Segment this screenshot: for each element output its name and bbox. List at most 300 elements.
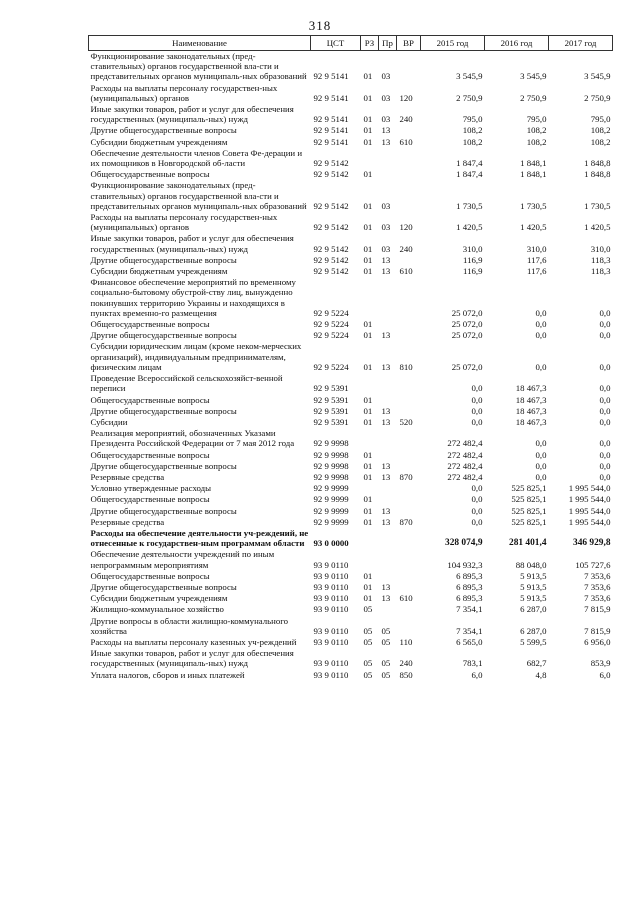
row-2016: 0,0 <box>535 330 547 341</box>
row-rz: 01 <box>363 460 373 471</box>
row-cst: 92 9 5142 <box>313 222 349 233</box>
row-2016: 18 467,3 <box>515 383 547 394</box>
row-2015: 272 482,4 <box>447 471 483 482</box>
row-vr: 240 <box>399 658 413 669</box>
row-2017: 6 956,0 <box>584 636 611 647</box>
header-2017: 2017 год <box>549 36 613 51</box>
row-pr: 13 <box>381 516 391 527</box>
row-2016: 525 825,1 <box>511 516 547 527</box>
row-rz: 01 <box>363 416 373 427</box>
row-name: Иные закупки товаров, работ и услуг для обеспечения государственных (муниципаль-ных) нужд <box>90 104 294 125</box>
table-row <box>89 266 613 277</box>
row-rz <box>361 483 379 494</box>
row-rz: 05 <box>363 636 373 647</box>
row-rz: 05 <box>363 669 373 680</box>
row-cst: 92 9 5141 <box>313 92 349 103</box>
row-name: Обеспечение деятельности членов Совета Фе-дерации и их помощников в Новгородской об-ласти <box>90 147 303 169</box>
row-vr <box>397 450 421 461</box>
row-2016: 18 467,3 <box>515 416 547 427</box>
row-cst: 92 9 5141 <box>313 114 349 125</box>
row-2016: 525 825,1 <box>511 494 547 505</box>
row-rz: 01 <box>363 330 373 341</box>
row-vr: 850 <box>399 669 413 680</box>
table-row <box>89 137 613 148</box>
row-name: Функционирование законодательных (пред-ставительных) органов государственной вла-сти и представительных органов муниципаль-ных образований <box>90 51 307 82</box>
row-2017: 7 815,9 <box>584 604 611 615</box>
row-2017: 1 420,5 <box>584 222 611 233</box>
row-vr <box>397 549 421 570</box>
row-rz: 01 <box>363 394 373 405</box>
row-2015: 0,0 <box>471 494 483 505</box>
row-2015: 25 072,0 <box>451 307 483 318</box>
row-pr: 13 <box>381 460 391 471</box>
row-name: Реализация мероприятий, обозначенных Указами Президента Российской Федерации от 7 мая 2012 года <box>90 428 295 449</box>
row-2016: 682,7 <box>526 658 547 669</box>
row-vr <box>397 494 421 505</box>
row-2017: 0,0 <box>599 405 611 416</box>
table-row <box>89 83 613 104</box>
row-cst: 92 9 9998 <box>313 460 349 471</box>
row-2016: 1 730,5 <box>520 200 547 211</box>
row-2017: 0,0 <box>599 383 611 394</box>
row-name: Другие общегосударственные вопросы <box>90 330 237 341</box>
table-row <box>89 212 613 233</box>
row-2017: 118,3 <box>591 254 611 265</box>
row-cst: 92 9 9999 <box>313 483 349 494</box>
row-vr <box>397 616 421 637</box>
row-name: Функционирование законодательных (пред-ставительных) органов государственной вла-сти и представительных органов муниципаль-ных образований <box>90 180 307 211</box>
row-cst: 93 9 0110 <box>313 636 349 647</box>
row-name: Общегосударственные вопросы <box>90 169 210 180</box>
row-pr: 03 <box>381 200 391 211</box>
table-row <box>89 648 613 669</box>
row-name: Иные закупки товаров, работ и услуг для обеспечения государственных (муниципаль-ных) нужд <box>90 648 294 669</box>
row-rz <box>361 277 379 319</box>
row-2016: 525 825,1 <box>511 505 547 516</box>
row-vr <box>397 148 421 169</box>
row-name: Другие общегосударственные вопросы <box>90 460 237 471</box>
row-cst: 92 9 5391 <box>313 394 349 405</box>
row-2016: 5 913,5 <box>520 593 547 604</box>
row-2015: 6,0 <box>471 669 483 680</box>
row-cst: 93 9 0110 <box>313 570 349 581</box>
row-cst: 93 9 0110 <box>313 658 349 669</box>
row-cst: 92 9 5391 <box>313 383 349 394</box>
row-name: Другие общегосударственные вопросы <box>90 125 237 136</box>
table-row <box>89 528 613 549</box>
row-2015: 328 074,9 <box>445 538 483 549</box>
row-vr: 120 <box>399 222 413 233</box>
row-vr <box>397 373 421 394</box>
row-2017: 0,0 <box>599 449 611 460</box>
row-2016: 0,0 <box>535 307 547 318</box>
row-rz: 01 <box>363 570 373 581</box>
row-2017: 0,0 <box>599 307 611 318</box>
row-name: Расходы на выплаты персоналу государствен-ных (муниципальных) органов <box>90 212 278 233</box>
row-name: Другие общегосударственные вопросы <box>90 505 237 516</box>
row-pr: 05 <box>381 669 391 680</box>
row-vr <box>397 571 421 582</box>
row-name: Расходы на обеспечение деятельности уч-реждений, не отнесенные к государствен-ным программам области <box>90 527 309 549</box>
row-vr: 870 <box>399 471 413 482</box>
row-pr <box>379 148 397 169</box>
row-vr <box>397 169 421 180</box>
table-row <box>89 506 613 517</box>
row-cst: 92 9 5391 <box>313 416 349 427</box>
table-row <box>89 472 613 483</box>
row-name: Другие вопросы в области жилищно-коммунального хозяйства <box>90 615 289 636</box>
row-pr <box>379 395 397 406</box>
row-name: Субсидии юридическим лицам (кроме неком-мерческих организаций), индивидуальным предпринимателям, физическим лицам <box>90 341 302 372</box>
row-2015: 6 895,3 <box>456 593 483 604</box>
row-2016: 0,0 <box>535 460 547 471</box>
row-2015: 25 072,0 <box>451 361 483 372</box>
row-2016: 3 545,9 <box>520 71 547 82</box>
row-vr <box>397 461 421 472</box>
row-2016: 1 848,1 <box>520 169 547 180</box>
row-2017: 1 995 544,0 <box>568 494 611 505</box>
row-2016: 795,0 <box>526 114 547 125</box>
row-vr: 610 <box>399 266 413 277</box>
row-2015: 272 482,4 <box>447 438 483 449</box>
row-2016: 5 599,5 <box>520 636 547 647</box>
row-2017: 0,0 <box>599 361 611 372</box>
row-2017: 0,0 <box>599 460 611 471</box>
row-pr: 13 <box>381 593 391 604</box>
row-2017: 3 545,9 <box>584 71 611 82</box>
row-2017: 1 995 544,0 <box>568 505 611 516</box>
row-pr <box>379 549 397 570</box>
row-rz: 01 <box>363 516 373 527</box>
row-2017: 108,2 <box>590 136 611 147</box>
row-pr <box>379 604 397 615</box>
table-row <box>89 428 613 449</box>
table-row <box>89 549 613 570</box>
row-name: Жилищно-коммунальное хозяйство <box>90 604 224 615</box>
table-row <box>89 450 613 461</box>
row-rz: 01 <box>363 136 373 147</box>
row-2017: 0,0 <box>599 319 611 330</box>
page-number: 318 <box>308 18 332 33</box>
header-2015: 2015 год <box>421 36 485 51</box>
row-cst: 93 9 0110 <box>313 669 349 680</box>
row-2017: 795,0 <box>590 114 611 125</box>
table-row <box>89 277 613 319</box>
row-2015: 272 482,4 <box>447 460 483 471</box>
row-2015: 1 420,5 <box>456 222 483 233</box>
row-cst: 92 9 5224 <box>313 319 349 330</box>
row-2017: 0,0 <box>599 471 611 482</box>
row-2015: 7 354,1 <box>456 604 483 615</box>
row-2016: 281 401,4 <box>509 538 547 549</box>
row-2015: 1 847,4 <box>456 169 483 180</box>
row-vr <box>397 255 421 266</box>
table-row <box>89 582 613 593</box>
row-vr: 610 <box>399 593 413 604</box>
row-2017: 6,0 <box>599 669 611 680</box>
row-2017: 853,9 <box>590 658 611 669</box>
row-name: Субсидии бюджетным учреждениям <box>90 266 228 277</box>
row-2016: 2 750,9 <box>520 92 547 103</box>
row-pr <box>379 571 397 582</box>
row-cst: 92 9 5142 <box>313 266 349 277</box>
row-2015: 104 932,3 <box>447 559 483 570</box>
row-cst: 92 9 9999 <box>313 505 349 516</box>
row-pr: 03 <box>381 114 391 125</box>
row-2015: 116,9 <box>463 254 483 265</box>
row-vr <box>397 277 421 319</box>
row-pr: 13 <box>381 471 391 482</box>
row-pr: 13 <box>381 125 391 136</box>
row-rz: 01 <box>363 125 373 136</box>
row-2016: 0,0 <box>535 471 547 482</box>
row-2016: 0,0 <box>535 361 547 372</box>
row-2016: 6 287,0 <box>520 625 547 636</box>
row-2015: 108,2 <box>462 136 483 147</box>
row-2015: 25 072,0 <box>451 330 483 341</box>
table-row <box>89 571 613 582</box>
table-row <box>89 593 613 604</box>
row-vr <box>397 51 421 83</box>
row-name: Общегосударственные вопросы <box>90 319 210 330</box>
row-rz: 01 <box>363 254 373 265</box>
row-rz: 01 <box>363 361 373 372</box>
row-rz: 01 <box>363 92 373 103</box>
row-vr: 240 <box>399 243 413 254</box>
row-2015: 1 730,5 <box>456 200 483 211</box>
row-2016: 4,8 <box>535 669 547 680</box>
table-row <box>89 341 613 373</box>
row-2017: 1 995 544,0 <box>568 516 611 527</box>
row-pr: 13 <box>381 330 391 341</box>
row-name: Другие общегосударственные вопросы <box>90 254 237 265</box>
row-vr: 120 <box>399 92 413 103</box>
row-pr: 13 <box>381 254 391 265</box>
row-2017: 2 750,9 <box>584 92 611 103</box>
row-2017: 1 848,8 <box>584 169 611 180</box>
row-2017: 7 353,6 <box>584 570 611 581</box>
row-2015: 108,2 <box>462 125 483 136</box>
budget-table <box>88 35 613 681</box>
row-pr: 13 <box>381 581 391 592</box>
row-2015: 0,0 <box>471 483 483 494</box>
row-rz: 05 <box>363 604 373 615</box>
row-2015: 0,0 <box>471 416 483 427</box>
row-name: Иные закупки товаров, работ и услуг для обеспечения государственных (муниципаль-ных) нужд <box>90 233 294 254</box>
row-rz: 01 <box>363 169 373 180</box>
row-cst: 92 9 5142 <box>313 200 349 211</box>
table-row <box>89 169 613 180</box>
row-2015: 7 354,1 <box>456 625 483 636</box>
row-pr: 13 <box>381 505 391 516</box>
row-cst: 92 9 9998 <box>313 438 349 449</box>
row-pr: 13 <box>381 361 391 372</box>
header-rz: РЗ <box>361 36 379 51</box>
row-pr <box>379 428 397 449</box>
row-cst: 92 9 5391 <box>313 405 349 416</box>
row-rz <box>361 428 379 449</box>
row-2015: 6 895,3 <box>456 570 483 581</box>
row-vr <box>397 406 421 417</box>
row-vr <box>397 582 421 593</box>
row-2015: 0,0 <box>471 516 483 527</box>
row-vr: 870 <box>399 516 413 527</box>
row-rz: 05 <box>363 658 373 669</box>
row-rz: 01 <box>363 505 373 516</box>
row-vr <box>397 604 421 615</box>
row-rz: 01 <box>363 593 373 604</box>
row-2017: 0,0 <box>599 330 611 341</box>
row-2016: 108,2 <box>526 125 547 136</box>
row-2015: 25 072,0 <box>451 319 483 330</box>
row-rz: 01 <box>363 471 373 482</box>
row-2015: 310,0 <box>462 243 483 254</box>
row-vr <box>397 319 421 330</box>
row-rz: 01 <box>363 114 373 125</box>
row-2016: 117,6 <box>527 266 547 277</box>
row-cst: 92 9 5141 <box>313 125 349 136</box>
row-2016: 0,0 <box>535 438 547 449</box>
row-2016: 108,2 <box>526 136 547 147</box>
row-name: Финансовое обеспечение мероприятий по временному социально-бытовому обустрой-ству лиц, вынужденно покинувших территорию Украины и находящихся в пунктах временно-го размещения <box>90 277 296 318</box>
table-row <box>89 406 613 417</box>
row-vr: 610 <box>399 136 413 147</box>
table-row <box>89 494 613 505</box>
row-2016: 525 825,1 <box>511 483 547 494</box>
row-pr: 13 <box>381 136 391 147</box>
row-2017: 1 848,8 <box>584 158 611 169</box>
row-rz <box>361 148 379 169</box>
row-2017: 1 730,5 <box>584 200 611 211</box>
row-vr <box>397 528 421 549</box>
row-cst: 92 9 5142 <box>313 158 349 169</box>
row-2017: 0,0 <box>599 416 611 427</box>
table-row <box>89 330 613 341</box>
table-row <box>89 180 613 212</box>
header-2016: 2016 год <box>485 36 549 51</box>
header-name: Наименование <box>89 36 311 51</box>
row-2015: 0,0 <box>471 505 483 516</box>
row-vr: 810 <box>399 361 413 372</box>
row-pr: 13 <box>381 266 391 277</box>
row-2016: 0,0 <box>535 449 547 460</box>
row-name: Резервные средства <box>90 471 165 482</box>
row-2015: 3 545,9 <box>456 71 483 82</box>
row-rz: 01 <box>363 200 373 211</box>
row-pr: 05 <box>381 625 391 636</box>
table-row <box>89 604 613 615</box>
row-pr: 13 <box>381 416 391 427</box>
table-row <box>89 51 613 83</box>
row-cst: 92 9 9998 <box>313 471 349 482</box>
row-pr: 03 <box>381 222 391 233</box>
row-vr: 520 <box>399 416 413 427</box>
row-2015: 0,0 <box>471 383 483 394</box>
row-rz <box>361 373 379 394</box>
row-vr <box>397 330 421 341</box>
row-2017: 7 353,6 <box>584 593 611 604</box>
row-2016: 117,6 <box>527 254 547 265</box>
table-row <box>89 104 613 125</box>
table-row <box>89 616 613 637</box>
row-cst: 92 9 5142 <box>313 254 349 265</box>
row-name: Уплата налогов, сборов и иных платежей <box>90 669 245 680</box>
row-name: Резервные средства <box>90 516 165 527</box>
table-row <box>89 637 613 648</box>
row-pr: 03 <box>381 243 391 254</box>
row-2017: 105 727,6 <box>575 559 611 570</box>
row-2015: 1 847,4 <box>456 158 483 169</box>
row-2016: 5 913,5 <box>520 570 547 581</box>
header-pr: Пр <box>379 36 397 51</box>
row-cst: 92 9 5224 <box>313 330 349 341</box>
row-rz: 01 <box>363 266 373 277</box>
row-2016: 1 848,1 <box>520 158 547 169</box>
row-2016: 1 420,5 <box>520 222 547 233</box>
row-cst: 92 9 5142 <box>313 243 349 254</box>
row-name: Общегосударственные вопросы <box>90 494 210 505</box>
row-pr: 03 <box>381 71 391 82</box>
row-rz <box>361 549 379 570</box>
row-rz: 01 <box>363 449 373 460</box>
row-name: Расходы на выплаты персоналу казенных уч-реждений <box>90 636 297 647</box>
row-vr <box>397 483 421 494</box>
row-name: Обеспечение деятельности учреждений по иным непрограммным мероприятиям <box>90 549 275 570</box>
row-2016: 0,0 <box>535 319 547 330</box>
row-rz <box>361 528 379 549</box>
row-2017: 346 929,8 <box>573 538 611 549</box>
row-cst: 92 9 9999 <box>313 494 349 505</box>
row-rz: 01 <box>363 405 373 416</box>
row-pr <box>379 319 397 330</box>
row-2016: 18 467,3 <box>515 394 547 405</box>
row-2017: 0,0 <box>599 438 611 449</box>
row-pr <box>379 373 397 394</box>
table-row <box>89 148 613 169</box>
row-name: Субсидии бюджетным учреждениям <box>90 136 228 147</box>
row-rz: 01 <box>363 222 373 233</box>
table-row <box>89 395 613 406</box>
row-vr <box>397 125 421 136</box>
row-cst: 92 9 5142 <box>313 169 349 180</box>
row-2015: 0,0 <box>471 405 483 416</box>
row-name: Общегосударственные вопросы <box>90 394 210 405</box>
row-pr: 05 <box>381 658 391 669</box>
header-vr: ВР <box>397 36 421 51</box>
row-2015: 2 750,9 <box>456 92 483 103</box>
row-2017: 7 815,9 <box>584 625 611 636</box>
row-rz: 01 <box>363 581 373 592</box>
row-2017: 7 353,6 <box>584 581 611 592</box>
row-cst: 92 9 9998 <box>313 449 349 460</box>
table-row <box>89 233 613 254</box>
row-name: Общегосударственные вопросы <box>90 449 210 460</box>
table-row <box>89 319 613 330</box>
row-pr: 03 <box>381 92 391 103</box>
row-2015: 6 895,3 <box>456 581 483 592</box>
row-2016: 310,0 <box>526 243 547 254</box>
row-pr: 05 <box>381 636 391 647</box>
row-2015: 783,1 <box>462 658 483 669</box>
row-rz: 01 <box>363 494 373 505</box>
table-row <box>89 125 613 136</box>
row-cst: 93 9 0110 <box>313 559 349 570</box>
row-pr <box>379 169 397 180</box>
row-rz: 01 <box>363 319 373 330</box>
row-2016: 18 467,3 <box>515 405 547 416</box>
row-2015: 6 565,0 <box>456 636 483 647</box>
table-row <box>89 255 613 266</box>
